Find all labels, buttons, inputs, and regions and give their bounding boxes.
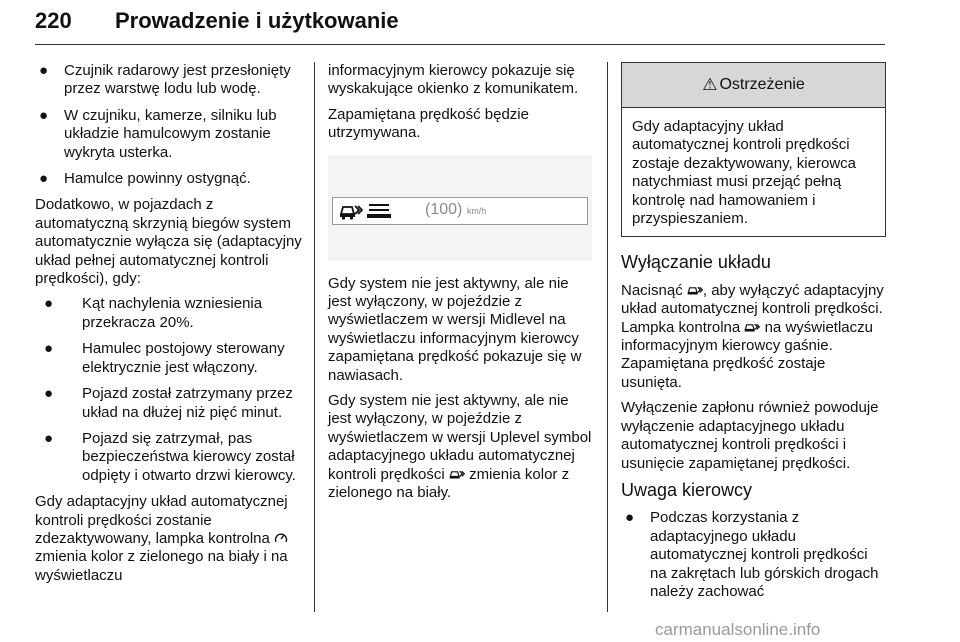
paragraph: informacyjnym kierowcy pokazuje się wyskakujące okienko z komunikatem. [328,62,579,98]
display-bar [332,197,588,225]
list-item: ● Hamulec postojowy sterowany elektrycznie jest włączony. [44,340,285,376]
warning-header [622,63,885,108]
column-3 [621,62,886,609]
list-item: ● Pojazd się zatrzymał, pas bezpieczeństwa kierowcy został odpięty i otwarto drzwi kierowcy. [44,429,296,484]
bullet-list-1 [35,62,303,188]
acc-car-icon [687,284,703,297]
warning-title: Ostrzeżenie [719,75,805,93]
distance-bars-icon [367,203,391,219]
speedometer-icon [274,531,288,545]
section-heading: Uwaga kierowcy [621,479,753,500]
header-rule [35,44,885,45]
page-header [35,8,885,48]
column-divider-2 [607,62,608,612]
warning-box [621,62,886,237]
paragraph: Wyłączenie zapłonu również powoduje wyłączenie adaptacyjnego układu automatycznej kontroli prędkości i usunięcie zapamiętanej prędkości. [621,399,879,472]
column-1 [35,62,303,592]
warning-text: Gdy adaptacyjny układ automatycznej kontroli prędkości zostaje dezaktywowany, kierowca natychmiast musi przejąć pełną kontrolę nad hamowaniem i przyspieszaniem. [632,118,856,228]
list-item: ● Kąt nachylenia wzniesienia przekracza 20%. [44,295,263,331]
list-item: ● Hamulce powinny ostygnąć. [39,170,251,188]
cluster-display-figure [328,155,592,261]
paragraph: Nacisnąć , aby wyłączyć adaptacyjny układ automatycznej kontroli prędkości. Lampka kontrolna na wyświetlaczu informacyjnym kierowcy gaśnie. Zapamiętana prędkość zostaje usunięta. [621,281,884,391]
paragraph: Gdy system nie jest aktywny, ale nie jest wyłączony, w pojeździe z wyświetlaczem w wersji Midlevel na wyświetlaczu informacyjnym kierowcy zapamiętana prędkość pokazuje się w nawiasach. [328,274,582,384]
paragraph: Gdy system nie jest aktywny, ale nie jest wyłączony, w pojeździe z wyświetlaczem w wersji Uplevel symbol adaptacyjnego układu automatycznej kontroli prędkości zmienia kolor z zielonego na biały. [328,392,592,502]
acc-car-icon [449,468,465,481]
page-number: 220 [35,8,72,33]
bullet-list-3 [621,509,886,601]
acc-car-icon [744,321,760,334]
column-2 [328,62,596,510]
list-item: ● W czujniku, kamerze, silniku lub układzie hamulcowym zostanie wykryta usterka. [39,106,277,161]
speed-unit: km/h [466,205,487,216]
list-item: ● Pojazd został zatrzymany przez układ na dłużej niż pięć minut. [44,385,293,421]
section-heading: Wyłączanie układu [621,252,771,273]
bullet-list-2 [35,295,303,485]
watermark: carmanualsonline.info [655,620,821,639]
set-speed: (100) km/h [425,200,487,218]
page-title: Prowadzenie i użytkowanie [115,8,399,33]
acc-car-icon [339,202,363,220]
list-item: ● Podczas korzystania z adaptacyjnego układu automatycznej kontroli prędkości na zakrętach lub górskich drogach należy zachować [625,509,879,600]
warning-triangle-icon: ⚠ [702,74,718,94]
paragraph: Zapamiętana prędkość będzie utrzymywana. [328,105,529,142]
paragraph: Gdy adaptacyjny układ automatycznej kontroli prędkości zostanie zdezaktywowany, lampka kontrolna zmienia kolor z zielonego na biały i na wyświetlaczu [35,493,288,584]
paragraph: Dodatkowo, w pojazdach z automatyczną skrzynią biegów system automatycznie wyłącza się (adaptacyjny układ pełnej automatycznej kontroli prędkości), gdy: [35,196,302,288]
list-item: ● Czujnik radarowy jest przesłonięty przez warstwę lodu lub wodę. [39,62,291,98]
column-divider-1 [314,62,315,612]
